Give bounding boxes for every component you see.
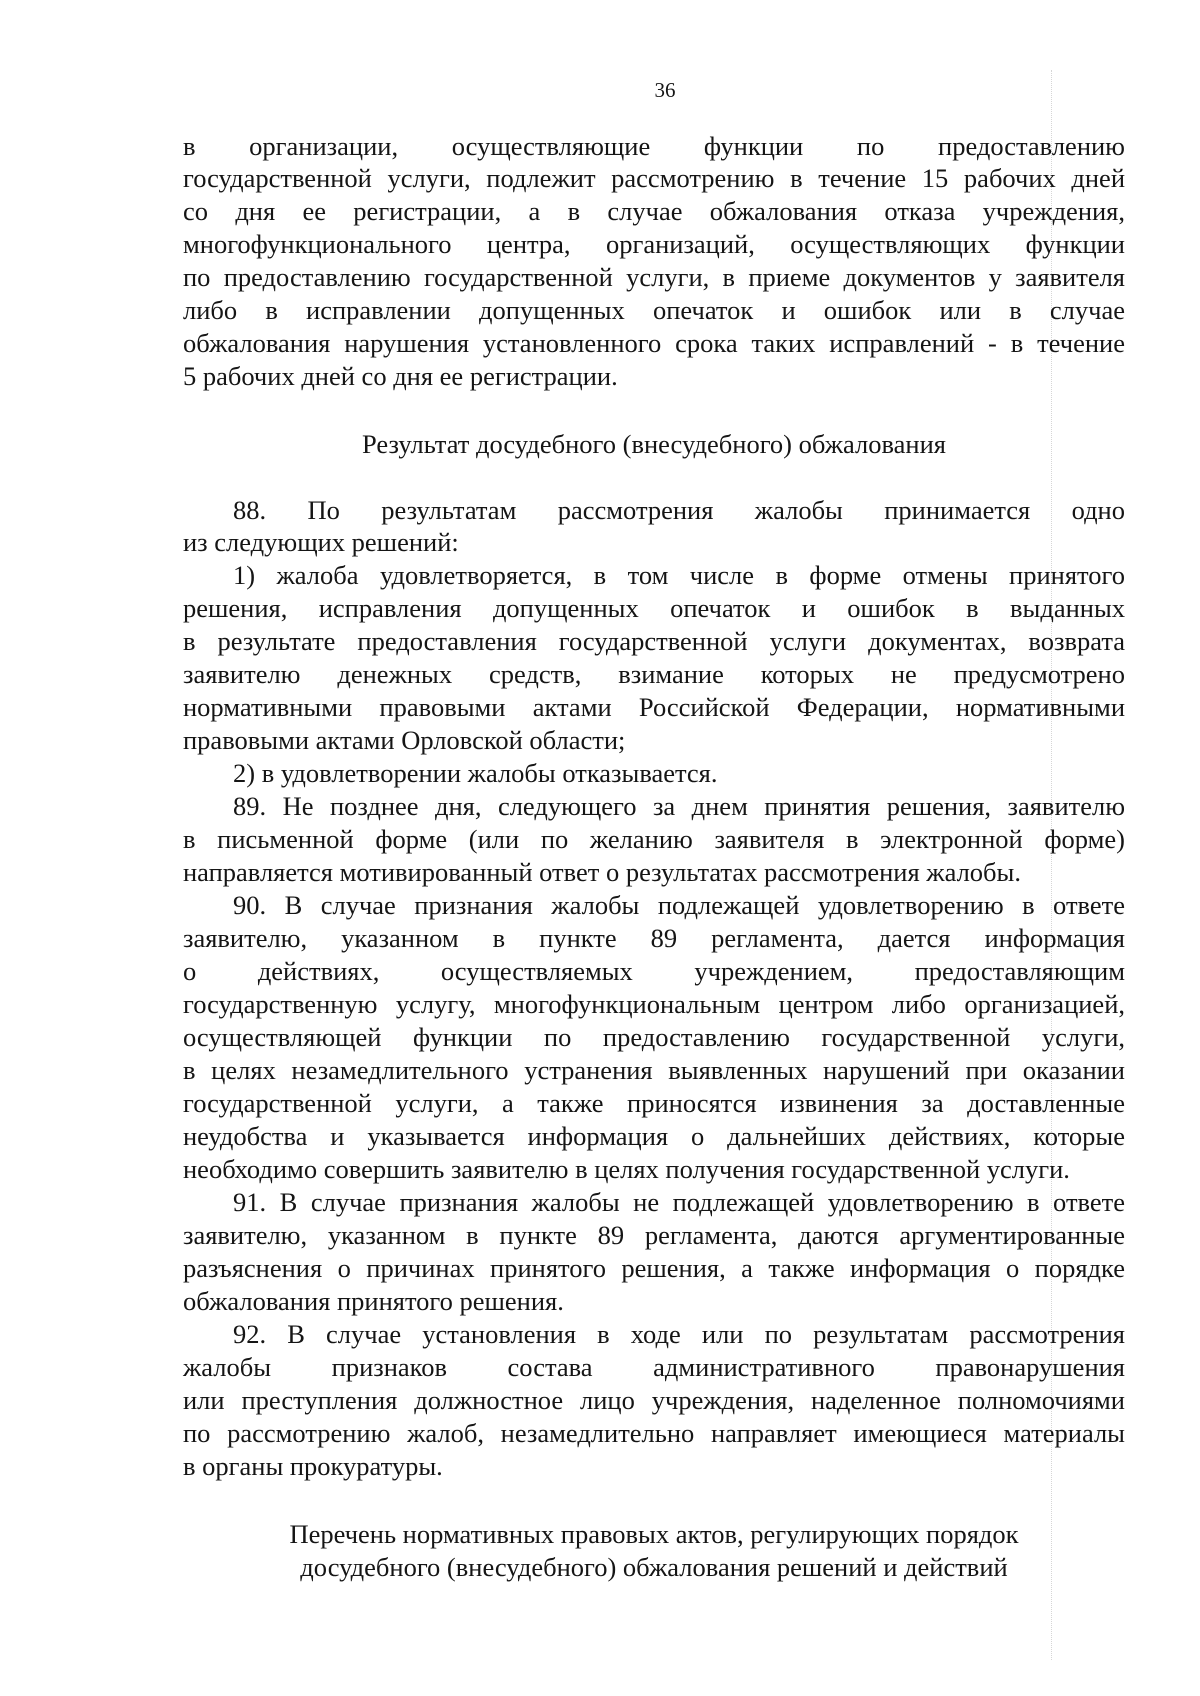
text-line: государственной услуги, подлежит рассмотрению в течение 15 рабочих дней <box>183 163 1125 193</box>
text-line: в органы прокуратуры. <box>183 1451 443 1481</box>
text-line: о действиях, осуществляемых учреждением, предоставляющим <box>183 956 1125 986</box>
text-line: заявителю, указанном в пункте 89 регламента, дается информация <box>183 923 1125 953</box>
text-line: в письменной форме (или по желанию заявителя в электронной форме) <box>183 824 1125 854</box>
text-line: заявителю, указанном в пункте 89 регламента, даются аргументированные <box>183 1220 1125 1250</box>
text-line: в результате предоставления государственной услуги документах, возврата <box>183 626 1125 656</box>
text-line: 89. Не позднее дня, следующего за днем принятия решения, заявителю <box>233 791 1125 821</box>
text-line: государственную услугу, многофункциональным центром либо организацией, <box>183 989 1125 1019</box>
page-number: 36 <box>654 78 676 102</box>
text-line: 90. В случае признания жалобы подлежащей удовлетворению в ответе <box>233 890 1125 920</box>
text-line: необходимо совершить заявителю в целях получения государственной услуги. <box>183 1154 1070 1184</box>
text-line: по рассмотрению жалоб, незамедлительно направляет имеющиеся материалы <box>183 1418 1125 1448</box>
text-line: неудобства и указывается информация о дальнейших действиях, которые <box>183 1121 1125 1151</box>
text-line: обжалования принятого решения. <box>183 1286 564 1316</box>
section-heading: Перечень нормативных правовых актов, регулирующих порядок <box>289 1519 1019 1549</box>
text-line: либо в исправлении допущенных опечаток и ошибок или в случае <box>183 295 1125 325</box>
section-heading: Результат досудебного (внесудебного) обжалования <box>362 429 946 459</box>
text-line: по предоставлению государственной услуги, в приеме документов у заявителя <box>183 262 1125 292</box>
text-line: заявителю денежных средств, взимание которых не предусмотрено <box>183 659 1125 689</box>
text-line: решения, исправления допущенных опечаток и ошибок в выданных <box>183 593 1125 623</box>
text-line: 1) жалоба удовлетворяется, в том числе в форме отмены принятого <box>233 560 1125 590</box>
text-line: обжалования нарушения установленного срока таких исправлений - в течение <box>183 328 1125 358</box>
text-line: 91. В случае признания жалобы не подлежащей удовлетворению в ответе <box>233 1187 1125 1217</box>
text-line: в целях незамедлительного устранения выявленных нарушений при оказании <box>183 1055 1125 1085</box>
text-line: 5 рабочих дней со дня ее регистрации. <box>183 361 618 391</box>
text-line: со дня ее регистрации, а в случае обжалования отказа учреждения, <box>183 196 1125 226</box>
text-line: направляется мотивированный ответ о результатах рассмотрения жалобы. <box>183 857 1021 887</box>
section-heading: досудебного (внесудебного) обжалования решений и действий <box>300 1552 1008 1582</box>
text-line: жалобы признаков состава административного правонарушения <box>183 1352 1125 1382</box>
text-line: государственной услуги, а также приносятся извинения за доставленные <box>183 1088 1125 1118</box>
text-line: правовыми актами Орловской области; <box>183 725 626 755</box>
text-line: из следующих решений: <box>183 527 459 557</box>
text-line: 2) в удовлетворении жалобы отказывается. <box>233 758 718 788</box>
text-line: 88. По результатам рассмотрения жалобы принимается одно <box>233 495 1125 525</box>
text-line: нормативными правовыми актами Российской Федерации, нормативными <box>183 692 1125 722</box>
text-line: разъяснения о причинах принятого решения, а также информация о порядке <box>183 1253 1125 1283</box>
text-line: или преступления должностное лицо учреждения, наделенное полномочиями <box>183 1385 1125 1415</box>
text-line: многофункционального центра, организаций, осуществляющих функции <box>183 229 1125 259</box>
text-line: 92. В случае установления в ходе или по результатам рассмотрения <box>233 1319 1125 1349</box>
text-line: осуществляющей функции по предоставлению государственной услуги, <box>183 1022 1125 1052</box>
text-line: в организации, осуществляющие функции по предоставлению <box>183 131 1125 161</box>
